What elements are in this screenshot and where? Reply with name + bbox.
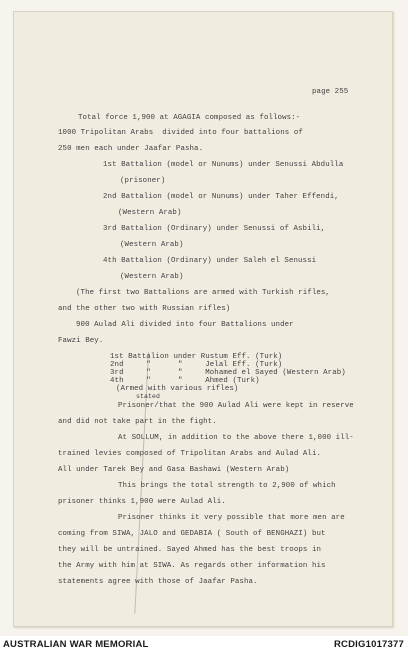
text-line: (Armed with various rifles) (116, 385, 239, 393)
text-line: 900 Aulad Ali divided into four Battalions under (76, 321, 294, 329)
footer-institution: AUSTRALIAN WAR MEMORIAL (3, 639, 149, 650)
text-line: coming from SIWA, JALO and GEDABIA ( South of BENGHAZI) but (58, 530, 326, 538)
text-line: Total force 1,900 at AGAGIA composed as follows:- (78, 114, 301, 122)
battalion-row: 4th " " Ahmed (Turk) (110, 377, 260, 385)
footer-record-id: RCDIG1017377 (334, 639, 404, 650)
text-line: 1st Battalion (model or Nunums) under Senussi Abdulla (103, 161, 344, 169)
page-number: page 255 (312, 88, 349, 96)
text-line: Prisoner/that the 900 Aulad Ali were kept in reserve (118, 402, 354, 410)
text-line: 2nd Battalion (model or Nunums) under Taher Effendi, (103, 193, 339, 201)
text-line: and did not take part in the fight. (58, 418, 217, 426)
text-line: and the other two with Russian rifles) (58, 305, 231, 313)
text-line: This brings the total strength to 2,900 of which (118, 482, 336, 490)
text-line: At SOLLUM, in addition to the above there 1,000 ill- (118, 434, 354, 442)
text-line: (prisoner) (120, 177, 166, 185)
text-line: Prisoner thinks it very possible that more men are (118, 514, 345, 522)
text-line: 1000 Tripolitan Arabs divided into four battalions of (58, 129, 303, 137)
text-line: prisoner thinks 1,900 were Aulad Ali. (58, 498, 226, 506)
text-line: 4th Battalion (Ordinary) under Saleh el Senussi (103, 257, 317, 265)
handwritten-insertion: stated (136, 393, 161, 400)
text-line: All under Tarek Bey and Gasa Bashawi (Western Arab) (58, 466, 290, 474)
battalion-row: 3rd " " Mohamed el Sayed (Western Arab) (110, 369, 346, 377)
text-line: statements agree with those of Jaafar Pasha. (58, 578, 258, 586)
text-line: the Army with him at SIWA. As regards other information his (58, 562, 326, 570)
battalion-row: 1st Battalion under Rustum Eff. (Turk) (110, 353, 283, 361)
text-line: trained levies composed of Tripolitan Arabs and Aulad Ali. (58, 450, 322, 458)
text-line: (Western Arab) (120, 273, 184, 281)
text-line: (Western Arab) (120, 241, 184, 249)
text-line: they will be untrained. Sayed Ahmed has the best troops in (58, 546, 322, 554)
text-line: (The first two Battalions are armed with Turkish rifles, (76, 289, 330, 297)
text-line: 250 men each under Jaafar Pasha. (58, 145, 204, 153)
text-line: (Western Arab) (118, 209, 182, 217)
battalion-row: 2nd " " Jelal Eff. (Turk) (110, 361, 283, 369)
text-line: 3rd Battalion (Ordinary) under Senussi of Asbili, (103, 225, 326, 233)
text-line: Fawzi Bey. (58, 337, 104, 345)
